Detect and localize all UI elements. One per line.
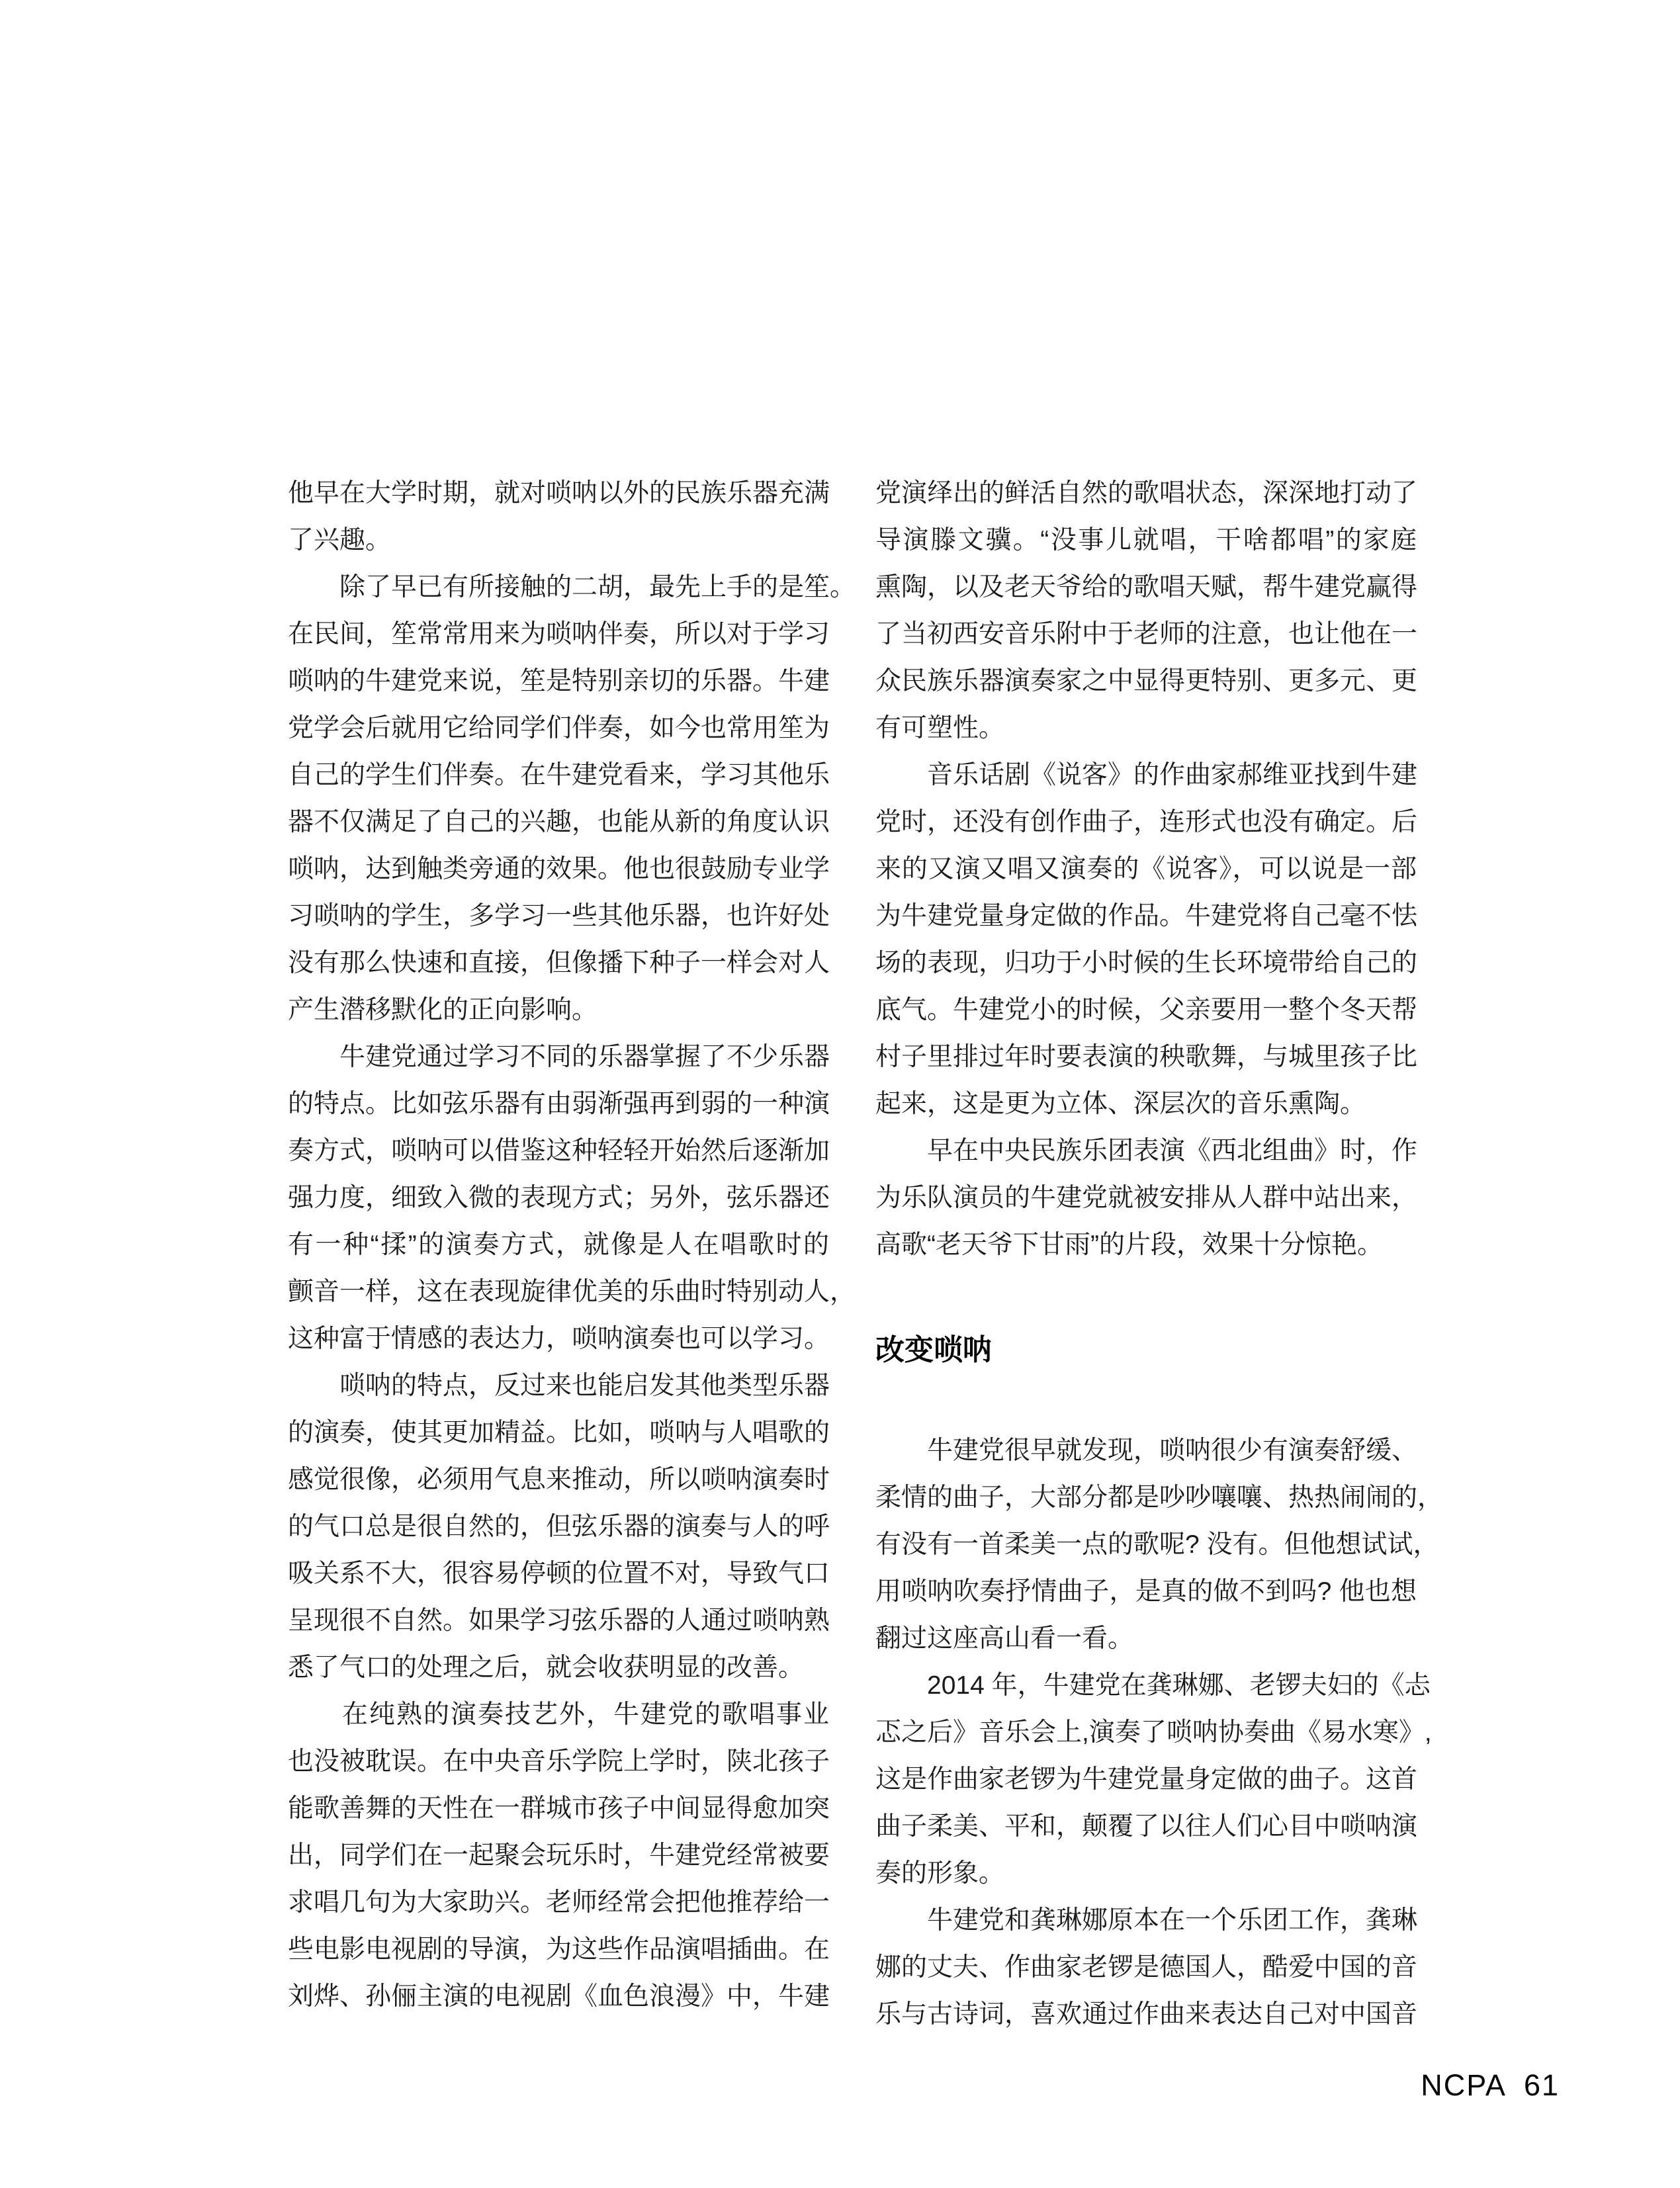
text-line: 了当初西安音乐附中于老师的注意，也让他在一 (875, 620, 1418, 648)
text-line: 导演滕文骥。“没事儿就唱，干啥都唱”的家庭 (875, 526, 1417, 554)
text-line: 习唢呐的学生，多学习一些其他乐器，也许好处 (288, 902, 830, 930)
text-line: 起来，这是更为立体、深层次的音乐熏陶。 (875, 1090, 1366, 1118)
text-line: 奏方式，唢呐可以借鉴这种轻轻开始然后逐渐加 (288, 1137, 830, 1165)
text-line: 了兴趣。 (288, 526, 392, 554)
text-line: 的演奏，使其更加精益。比如，唢呐与人唱歌的 (288, 1419, 830, 1447)
text-line: 悉了气口的处理之后，就会收获明显的改善。 (288, 1653, 805, 1682)
text-line: 这是作曲家老锣为牛建党量身定做的曲子。这首 (875, 1765, 1418, 1794)
text-line: 感觉很像，必须用气息来推动，所以唢呐演奏时 (288, 1466, 830, 1494)
text-line: 器不仅满足了自己的兴趣，也能从新的角度认识 (288, 808, 830, 836)
text-line: 吸关系不大，很容易停顿的位置不对，导致气口 (288, 1559, 830, 1588)
text-line: 奏的形象。 (875, 1859, 1005, 1888)
text-line: 音乐话剧《说客》的作曲家郝维亚找到牛建 (875, 761, 1418, 789)
text-line: 唢呐的特点，反过来也能启发其他类型乐器 (288, 1372, 830, 1400)
text-line: 翻过这座高山看一看。 (875, 1624, 1134, 1653)
text-line: 没有那么快速和直接，但像播下种子一样会对人 (288, 949, 830, 977)
text-line: 唢呐的牛建党来说，笙是特别亲切的乐器。牛建 (288, 667, 830, 695)
text-line: 求唱几句为大家助兴。老师经常会把他推荐给一 (288, 1888, 830, 1917)
text-line: 党时，还没有创作曲子，连形式也没有确定。后 (875, 808, 1418, 836)
text-line: 他早在大学时期，就对唢呐以外的民族乐器充满 (288, 479, 830, 507)
text-line: 的特点。比如弦乐器有由弱渐强再到弱的一种演 (288, 1090, 830, 1118)
page-number: 61 (1523, 2068, 1560, 2102)
text-line: 能歌善舞的天性在一群城市孩子中间显得愈加突 (288, 1794, 830, 1823)
text-line: 有没有一首柔美一点的歌呢? 没有。但他想试试， (875, 1530, 1439, 1559)
section-heading: 改变唢呐 (875, 1334, 992, 1366)
right-column-text-before-heading (875, 470, 1417, 1268)
right-column (875, 470, 1444, 2038)
right-column-text-after-heading (875, 1427, 1444, 2038)
text-line: 的气口总是很自然的，但弦乐器的演奏与人的呼 (288, 1512, 830, 1541)
text-line: 唢呐，达到触类旁通的效果。他也很鼓励专业学 (288, 855, 830, 883)
journal-name: NCPA (1421, 2068, 1507, 2102)
text-line: 自己的学生们伴奏。在牛建党看来，学习其他乐 (288, 761, 830, 789)
text-line: 刘烨、孙俪主演的电视剧《血色浪漫》中，牛建 (288, 1982, 830, 2011)
text-line: 党学会后就用它给同学们伴奏，如今也常用笙为 (288, 714, 830, 742)
text-line: 用唢呐吹奏抒情曲子，是真的做不到吗? 他也想 (875, 1577, 1417, 1606)
text-line: 乐与古诗词，喜欢通过作曲来表达自己对中国音 (875, 2000, 1418, 2029)
text-line: 为牛建党量身定做的作品。牛建党将自己毫不怯 (875, 902, 1418, 930)
text-line: 2014 年，牛建党在龚琳娜、老锣夫妇的《忐 (875, 1671, 1431, 1700)
text-line: 牛建党通过学习不同的乐器掌握了不少乐器 (288, 1043, 830, 1071)
text-line: 党演绎出的鲜活自然的歌唱状态，深深地打动了 (875, 479, 1418, 507)
text-line: 高歌“老天爷下甘雨”的片段，效果十分惊艳。 (875, 1231, 1383, 1259)
text-line: 村子里排过年时要表演的秧歌舞，与城里孩子比 (875, 1043, 1418, 1071)
text-line: 娜的丈夫、作曲家老锣是德国人，酷爱中国的音 (875, 1953, 1418, 1982)
left-column (288, 470, 856, 2020)
text-line: 颤音一样，这在表现旋律优美的乐曲时特别动人， (288, 1278, 856, 1306)
text-line: 来的又演又唱又演奏的《说客》，可以说是一部 (875, 855, 1417, 883)
text-line: 场的表现，归功于小时候的生长环境带给自己的 (875, 949, 1418, 977)
text-line: 曲子柔美、平和，颠覆了以往人们心目中唢呐演 (875, 1812, 1418, 1841)
text-line: 出，同学们在一起聚会玩乐时，牛建党经常被要 (288, 1841, 830, 1870)
text-line: 在民间，笙常常用来为唢呐伴奏，所以对于学习 (288, 620, 830, 648)
text-line: 强力度，细致入微的表现方式；另外，弦乐器还 (288, 1184, 830, 1212)
text-line: 也没被耽误。在中央音乐学院上学时，陕北孩子 (288, 1747, 830, 1776)
text-line: 牛建党很早就发现，唢呐很少有演奏舒缓、 (875, 1436, 1418, 1465)
text-line: 在纯熟的演奏技艺外，牛建党的歌唱事业 (288, 1700, 829, 1729)
text-line: 有可塑性。 (875, 714, 1005, 742)
text-line: 牛建党和龚琳娜原本在一个乐团工作，龚琳 (875, 1906, 1418, 1935)
text-line: 柔情的曲子，大部分都是吵吵嚷嚷、热热闹闹的， (875, 1483, 1444, 1512)
text-line: 呈现很不自然。如果学习弦乐器的人通过唢呐熟 (288, 1606, 830, 1635)
text-line: 些电影电视剧的导演，为这些作品演唱插曲。在 (288, 1935, 830, 1964)
text-line: 除了早已有所接触的二胡，最先上手的是笙。 (288, 573, 856, 601)
text-line: 早在中央民族乐团表演《西北组曲》时，作 (875, 1137, 1418, 1165)
left-column-text (288, 470, 856, 2020)
text-line: 为乐队演员的牛建党就被安排从人群中站出来， (875, 1184, 1418, 1212)
text-line: 产生潜移默化的正向影响。 (288, 996, 598, 1024)
text-line: 这种富于情感的表达力，唢呐演奏也可以学习。 (288, 1325, 830, 1353)
page-footer (1421, 2070, 1560, 2101)
text-line: 熏陶，以及老天爷给的歌唱天赋，帮牛建党赢得 (875, 573, 1418, 601)
text-line: 众民族乐器演奏家之中显得更特别、更多元、更 (875, 667, 1418, 695)
text-line: 忑之后》音乐会上,演奏了唢呐协奏曲《易水寒》, (875, 1718, 1432, 1747)
text-line: 有一种“揉”的演奏方式，就像是人在唱歌时的 (288, 1231, 829, 1259)
text-line: 底气。牛建党小的时候，父亲要用一整个冬天帮 (875, 996, 1418, 1024)
